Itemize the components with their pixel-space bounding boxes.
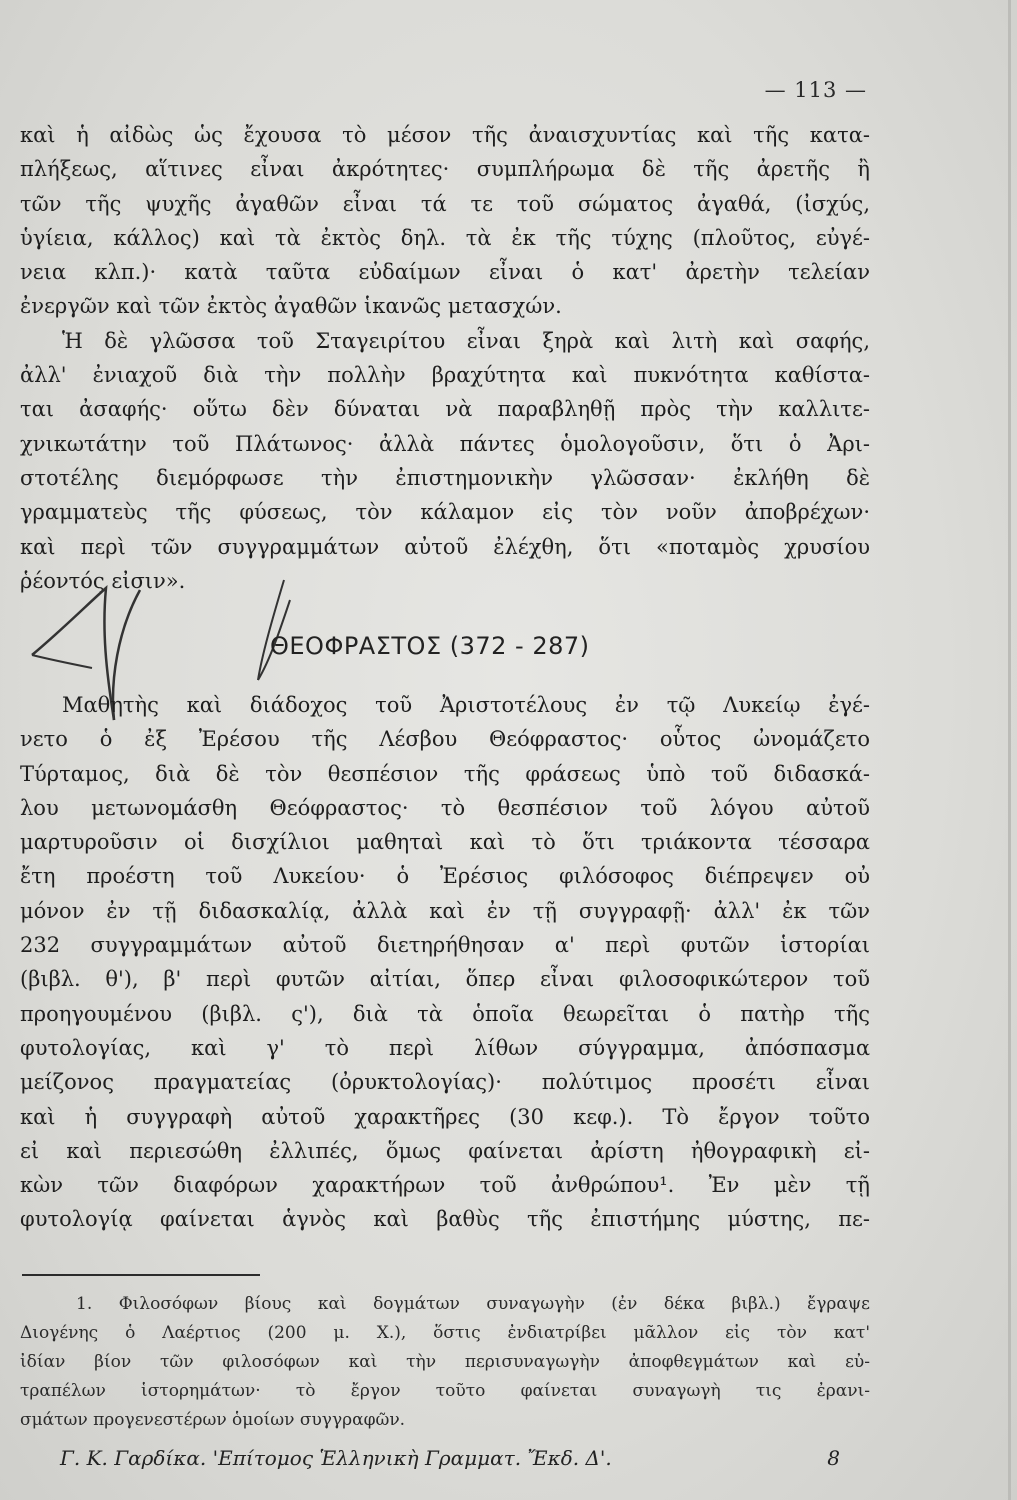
text-line: Τύρταμος, διὰ δὲ τὸν θεσπέσιον τῆς φράσεως ὑπὸ τοῦ διδασκά-	[20, 761, 870, 786]
text-line: μόνον ἐν τῇ διδασκαλίᾳ, ἀλλὰ καὶ ἐν τῇ συγγραφῇ· ἀλλ' ἐκ τῶν	[20, 898, 870, 923]
footnote-line: ἰδίαν βίον τῶν φιλοσόφων καὶ τὴν περισυναγωγὴν ἀποφθεγμάτων καὶ εὐ-	[20, 1352, 870, 1372]
text-line: ῥέοντός εἰσιν».	[20, 568, 186, 593]
text-line: (βιβλ. θ'), β' περὶ φυτῶν αἰτίαι, ὅπερ εἶναι φιλοσοφικώτερον τοῦ	[20, 967, 870, 992]
page-edge	[1008, 0, 1011, 1500]
text-line: εἰ καὶ περιεσώθη ἐλλιπές, ὅμως φαίνεται ἀρίστη ἠθογραφικὴ εἰ-	[20, 1138, 870, 1163]
footnote-line: σμάτων προγενεστέρων ὁμοίων συγγραφῶν.	[20, 1410, 406, 1430]
footnote-divider	[22, 1274, 260, 1276]
text-line: τῶν τῆς ψυχῆς ἀγαθῶν εἶναι τά τε τοῦ σώματος ἀγαθά, (ἰσχύς,	[20, 191, 870, 216]
footnote	[20, 1290, 870, 1435]
paragraph-aristotle-language	[20, 324, 870, 598]
text-line: νεια κλπ.)· κατὰ ταῦτα εὐδαίμων εἶναι ὁ κατ' ἀρετὴν τελείαν	[20, 260, 870, 285]
text-line: ται ἀσαφής· οὕτω δὲν δύναται νὰ παραβληθῇ πρὸς τὴν καλλιτε-	[20, 397, 870, 422]
text-line: ἀλλ' ἐνιαχοῦ διὰ τὴν πολλὴν βραχύτητα καὶ πυκνότητα καθίστα-	[20, 363, 870, 388]
text-line: καὶ περὶ τῶν συγγραμμάτων αὐτοῦ ἐλέχθη, ὅτι «ποταμὸς χρυσίου	[20, 534, 870, 559]
page-number: — 113 —	[764, 78, 867, 102]
text-line: προηγουμένου (βιβλ. ς'), διὰ τὰ ὁποῖα θεωρεῖται ὁ πατὴρ τῆς	[20, 1001, 870, 1026]
paragraph-aristotle-ethics	[20, 118, 870, 324]
text-line: φυτολογίᾳ φαίνεται ἁγνὸς καὶ βαθὺς τῆς ἐπιστήμης μύστης, πε-	[20, 1207, 870, 1232]
text-line: Μαθητὴς καὶ διάδοχος τοῦ Ἀριστοτέλους ἐν τῷ Λυκείῳ ἐγέ-	[62, 693, 870, 717]
text-line: καὶ ἡ συγγραφὴ αὐτοῦ χαρακτῆρες (30 κεφ.). Τὸ ἔργον τοῦτο	[20, 1104, 870, 1129]
page-footer	[60, 1446, 840, 1470]
text-line: καὶ ἡ αἰδὼς ὡς ἔχουσα τὸ μέσον τῆς ἀναισχυντίας καὶ τῆς κατα-	[20, 123, 870, 147]
text-line: ἐνεργῶν καὶ τῶν ἐκτὸς ἀγαθῶν ἱκανῶς μετασχών.	[20, 294, 562, 319]
text-line: πλήξεως, αἵτινες εἶναι ἀκρότητες· συμπλήρωμα δὲ τῆς ἀρετῆς ἢ	[20, 157, 870, 182]
text-line: νετο ὁ ἐξ Ἐρέσου τῆς Λέσβου Θεόφραστος· οὗτος ὠνομάζετο	[20, 727, 870, 752]
footer-signature-mark: 8	[827, 1446, 840, 1470]
footnote-line: Διογένης ὁ Λαέρτιος (200 μ. Χ.), ὅστις ἐνδιατρίβει μᾶλλον εἰς τὸν κατ'	[20, 1323, 870, 1343]
text-line: ἔτη προέστη τοῦ Λυκείου· ὁ Ἐρέσιος φιλόσοφος διέπρεψεν οὐ	[20, 864, 870, 889]
text-line: μείζονος πραγματείας (ὀρυκτολογίας)· πολύτιμος προσέτι εἶναι	[20, 1070, 870, 1095]
footnote-line: 1. Φιλοσόφων βίους καὶ δογμάτων συναγωγὴν (ἐν δέκα βιβλ.) ἔγραψε	[76, 1294, 870, 1314]
text-line: φυτολογίας, καὶ γ' τὸ περὶ λίθων σύγγραμμα, ἀπόσπασμα	[20, 1035, 870, 1060]
text-line: λου μετωνομάσθη Θεόφραστος· τὸ θεσπέσιον τοῦ λόγου αὐτοῦ	[20, 795, 870, 820]
paragraph-theophrastus	[20, 688, 870, 1237]
section-heading: ΘΕΟΦΡΑΣΤΟΣ (372 - 287)	[270, 632, 590, 660]
text-line: κὼν τῶν διαφόρων χαρακτήρων τοῦ ἀνθρώπου¹. Ἐν μὲν τῇ	[20, 1173, 870, 1198]
text-line: γραμματεὺς τῆς φύσεως, τὸν κάλαμον εἰς τὸν νοῦν ἀποβρέχων·	[20, 500, 870, 525]
footnote-line: τραπέλων ἱστορημάτων· τὸ ἔργον τοῦτο φαίνεται συναγωγὴ τις ἐρανι-	[20, 1381, 870, 1401]
text-line: χνικωτάτην τοῦ Πλάτωνος· ἀλλὰ πάντες ὁμολογοῦσιν, ὅτι ὁ Ἀρι-	[20, 431, 870, 456]
text-line: ὑγίεια, κάλλος) καὶ τὰ ἐκτὸς δηλ. τὰ ἐκ τῆς τύχης (πλοῦτος, εὐγέ-	[20, 225, 870, 250]
text-line: Ἡ δὲ γλῶσσα τοῦ Σταγειρίτου εἶναι ξηρὰ καὶ λιτὴ καὶ σαφής,	[62, 328, 870, 353]
footer-book-title: Γ. Κ. Γαρδίκα. 'Επίτομος Ἑλληνικὴ Γραμματ. Ἔκδ. Δ'.	[60, 1446, 612, 1470]
text-line: μαρτυροῦσιν οἱ δισχίλιοι μαθηταὶ καὶ τὸ ὅτι τριάκοντα τέσσαρα	[20, 830, 870, 855]
text-line: 232 συγγραμμάτων αὐτοῦ διετηρήθησαν α' περὶ φυτῶν ἱστορίαι	[20, 933, 870, 958]
text-block-upper	[20, 118, 870, 598]
text-line: στοτέλης διεμόρφωσε τὴν ἐπιστημονικὴν γλῶσσαν· ἐκλήθη δὲ	[20, 465, 870, 490]
